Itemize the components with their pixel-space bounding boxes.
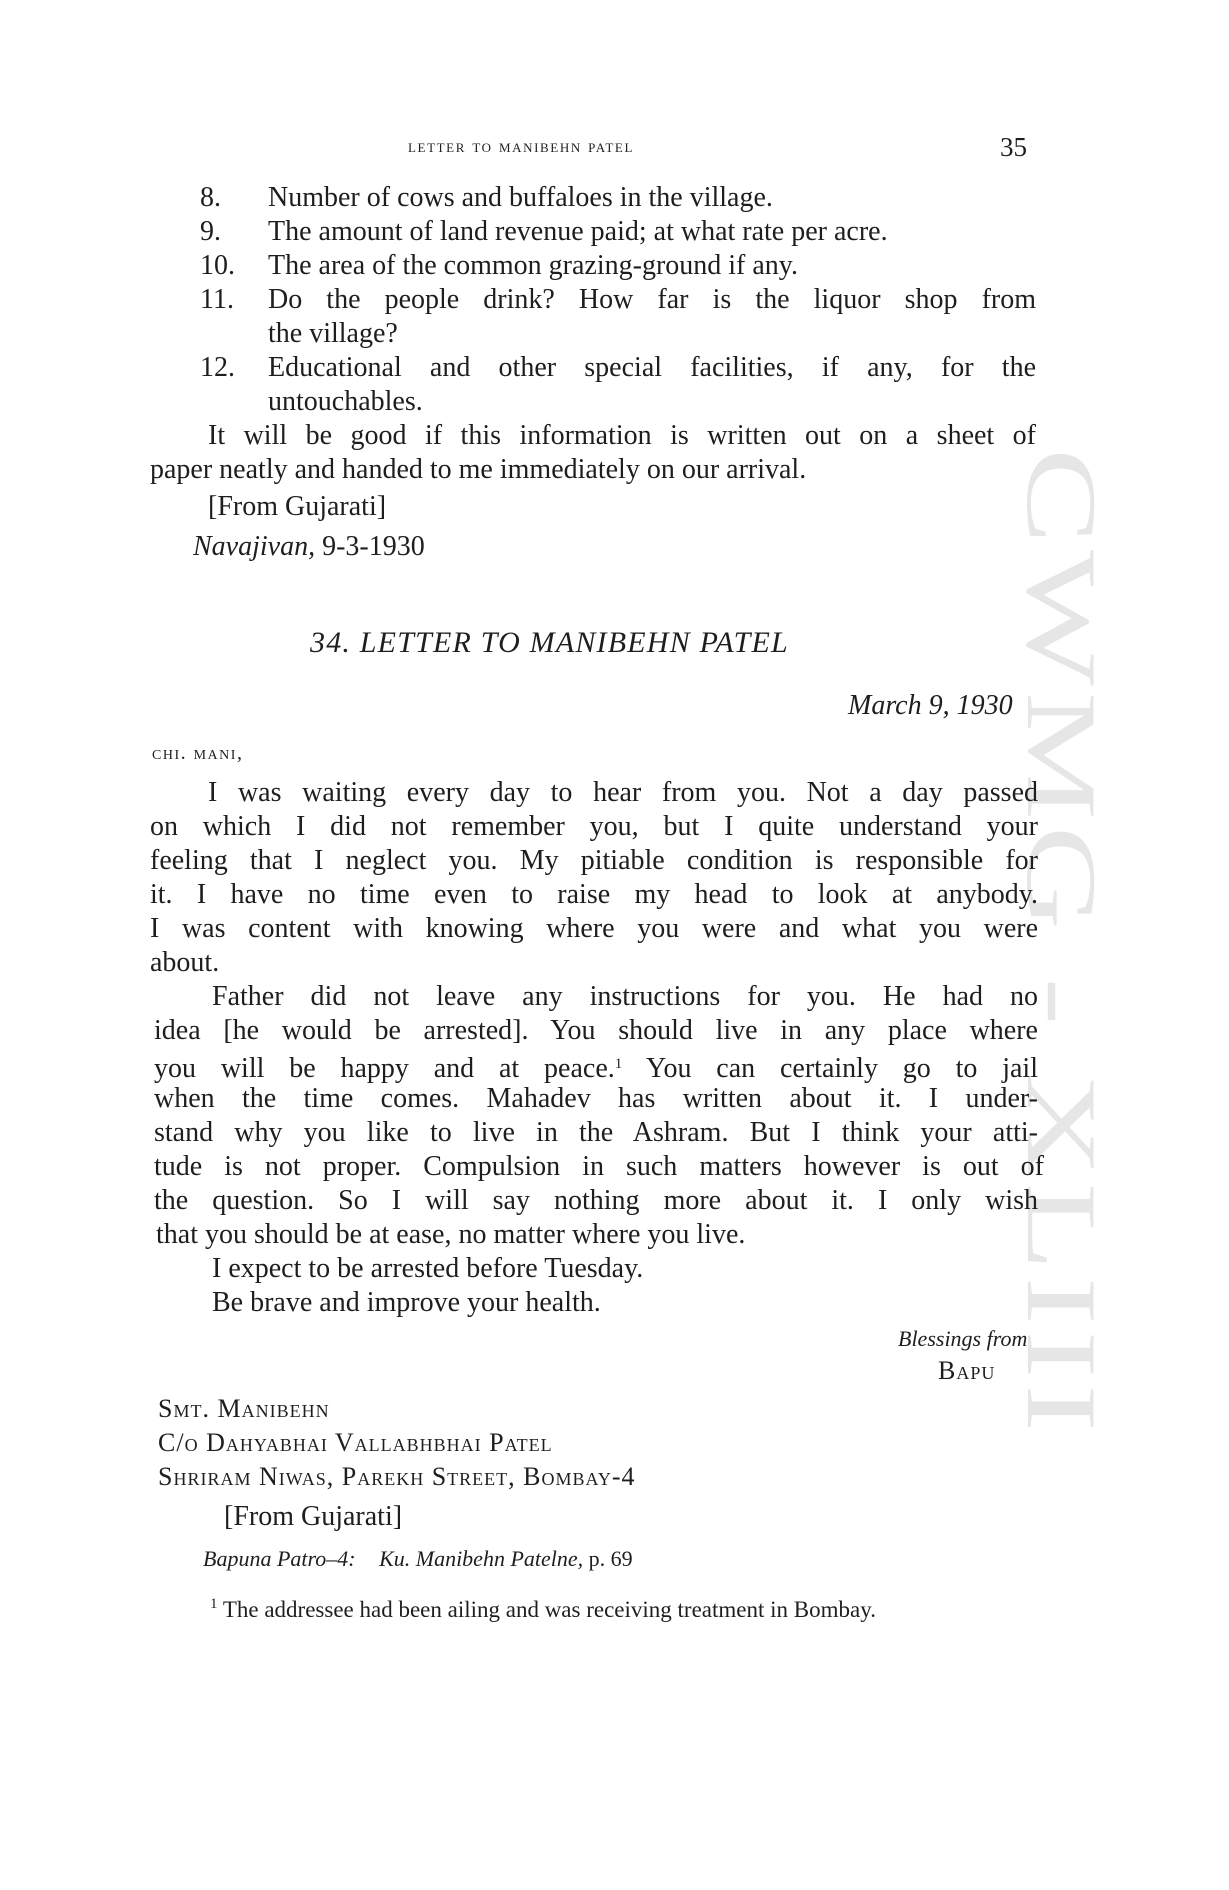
citation-subtitle: Ku. Manibehn Patelne, <box>379 1546 584 1571</box>
source-citation <box>203 1542 633 1576</box>
publication-date: 9-3-1930 <box>315 531 425 562</box>
source-language: [From Gujarati] <box>224 1501 403 1532</box>
paragraph-line: it. I have no time even to raise my head to look at anybody. <box>150 879 1038 910</box>
paragraph-line: tude is not proper. Compulsion in such matters however is out of <box>154 1151 1044 1182</box>
list-item-text: the village? <box>268 318 398 349</box>
list-item-text: The area of the common grazing-ground if any. <box>268 250 798 281</box>
list-item-number: 11. <box>200 284 234 315</box>
paragraph-text: You can certainly go to jail <box>622 1053 1038 1084</box>
signature: Bapu <box>938 1356 996 1385</box>
list-item-text: Educational and other special facilities, if any, for the <box>268 352 1036 383</box>
salutation: chi. mani, <box>152 742 244 764</box>
paragraph-line: I expect to be arrested before Tuesday. <box>212 1253 644 1284</box>
paragraph-text: you will be happy and at peace. <box>154 1053 615 1084</box>
list-item-text: untouchables. <box>268 386 423 417</box>
paragraph-line: idea [he would be arrested]. You should live in any place where <box>154 1015 1038 1046</box>
source-language: [From Gujarati] <box>208 491 387 522</box>
address-line: Shriram Niwas, Parekh Street, Bombay-4 <box>158 1462 636 1491</box>
paragraph-line: the question. So I will say nothing more about it. I only wish <box>154 1185 1038 1216</box>
list-item-text: Number of cows and buffaloes in the village. <box>268 182 773 213</box>
footnote <box>210 1596 876 1623</box>
paragraph-line: I was waiting every day to hear from you. Not a day passed <box>208 777 1038 808</box>
address-line: C/o Dahyabhai Vallabhbhai Patel <box>158 1428 553 1457</box>
list-item-number: 10. <box>200 250 235 281</box>
paragraph-line <box>154 1048 1038 1082</box>
publication-name: Navajivan, <box>193 531 316 562</box>
paragraph-line: feeling that I neglect you. My pitiable condition is responsible for <box>150 845 1038 876</box>
footnote-marker: 1 <box>210 1596 218 1612</box>
footnote-reference: 1 <box>614 1056 623 1072</box>
list-item-number: 9. <box>200 216 221 247</box>
source-citation <box>193 530 425 564</box>
footnote-text: The addressee had been ailing and was receiving treatment in Bombay. <box>217 1597 876 1622</box>
paragraph-line: I was content with knowing where you were and what you were <box>150 913 1038 944</box>
letter-date: March 9, 1930 <box>848 690 1013 721</box>
paragraph-line: Father did not leave any instructions for you. He had no <box>212 981 1038 1012</box>
list-item-number: 8. <box>200 182 221 213</box>
paragraph-line: on which I did not remember you, but I quite understand your <box>150 811 1038 842</box>
paragraph-line: Be brave and improve your health. <box>212 1287 601 1318</box>
paragraph-line: paper neatly and handed to me immediately on our arrival. <box>150 454 807 485</box>
running-head <box>0 132 1229 162</box>
address-line: Smt. Manibehn <box>158 1394 330 1423</box>
page-number: 35 <box>1000 132 1027 162</box>
list-item-text: The amount of land revenue paid; at what rate per acre. <box>268 216 888 247</box>
paragraph-line: It will be good if this information is written out on a sheet of <box>208 420 1036 451</box>
watermark-text: CWMG - XLIII <box>1006 448 1117 1135</box>
citation-title: Bapuna Patro–4: <box>203 1546 356 1571</box>
paragraph-line: when the time comes. Mahadev has written about it. I under- <box>154 1083 1038 1114</box>
list-item-number: 12. <box>200 352 235 383</box>
paragraph-line: stand why you like to live in the Ashram. But I think your atti- <box>154 1117 1038 1148</box>
paragraph-line: about. <box>150 947 220 978</box>
closing-blessings: Blessings from <box>898 1326 1028 1351</box>
citation-page: p. 69 <box>583 1546 633 1571</box>
running-head-title: letter to manibehn patel <box>408 136 634 157</box>
paragraph-line: that you should be at ease, no matter where you live. <box>156 1219 746 1250</box>
list-item-text: Do the people drink? How far is the liquor shop from <box>268 284 1036 315</box>
letter-title: 34. LETTER TO MANIBEHN PATEL <box>310 626 789 659</box>
